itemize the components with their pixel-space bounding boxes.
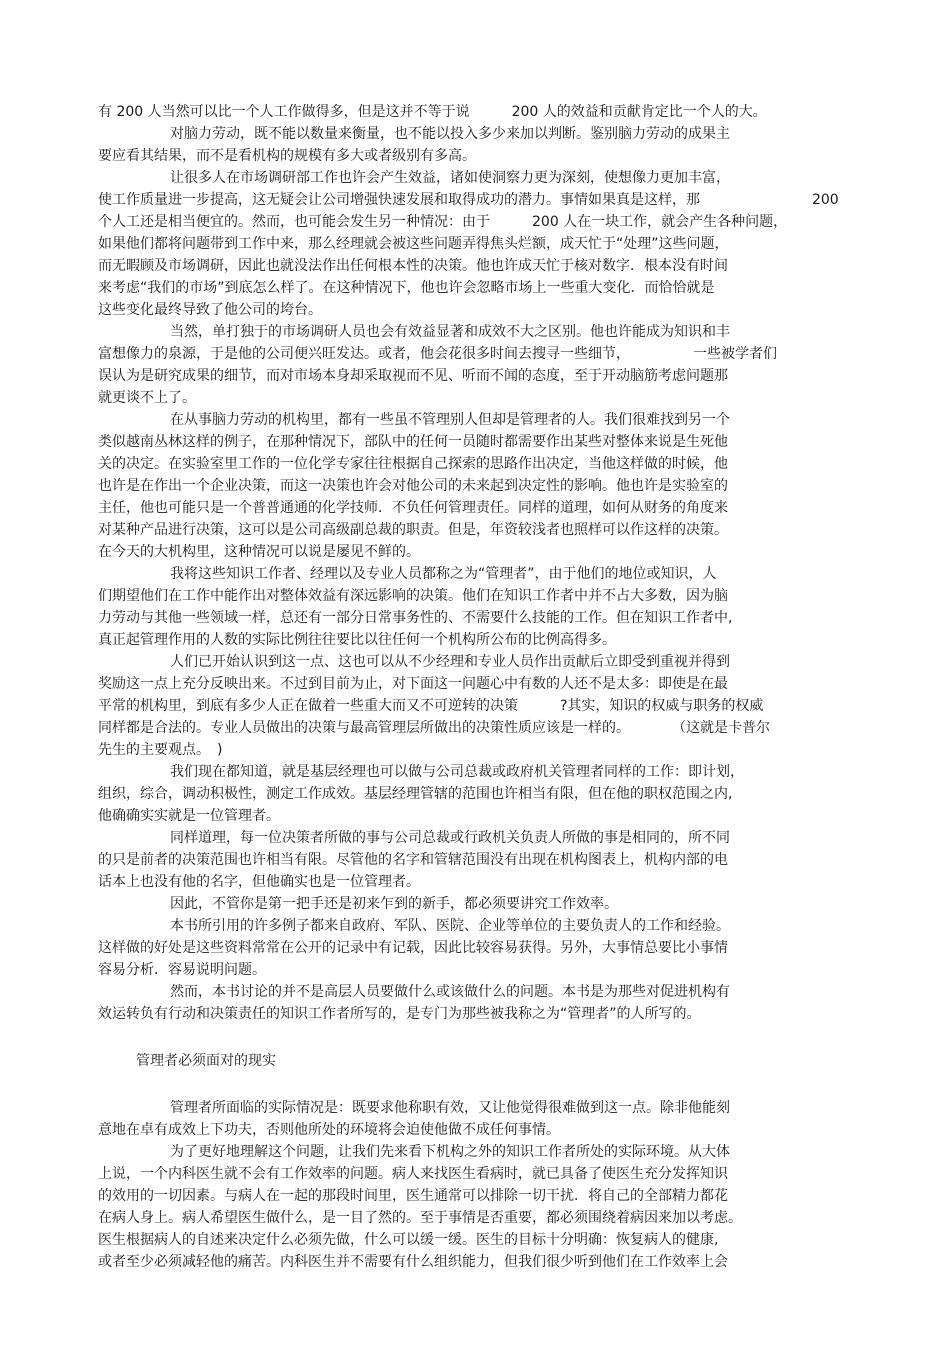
text-line: 奖励这一点上充分反映出来。不过到目前为止，对下面这一问题心中有数的人还不是太多：即使是在最 xyxy=(98,676,728,692)
text-line: 就更谈不上了。 xyxy=(98,390,196,406)
text-line: 同样都是合法的。专业人员做出的决策与最高管理层所做出的决策性质应该是一样的。 （这就是卡普尔 xyxy=(98,720,770,736)
text-line: 上说，一个内科医生就不会有工作效率的问题。病人来找医生看病时，就已具备了使医生充分发挥知识 xyxy=(98,1166,728,1182)
text-line: 在从事脑力劳动的机构里，都有一些虽不管理别人但却是管理者的人。我们很难找到另一个 xyxy=(170,412,730,428)
section-heading: 管理者必须面对的现实 xyxy=(136,1053,276,1069)
text-line: 要应看其结果，而不是看机构的规模有多大或者级别有多高。 xyxy=(98,148,476,164)
text-line: 也许是在作出一个企业决策，而这一决策也许会对他公司的未来起到决定性的影响。他也许是实验室的 xyxy=(98,478,728,494)
text-line: 个人工还是相当便宜的。然而，也可能会发生另一种情况：由于 200 人在一块工作，就会产生各种问题， xyxy=(98,214,788,230)
text-line: 平常的机构里，到底有多少人正在做着一些重大而又不可逆转的决策 ?其实，知识的权威与职务的权威 xyxy=(98,698,764,714)
text-line: 为了更好地理解这个问题，让我们先来看下机构之外的知识工作者所处的实际环境。从大体 xyxy=(170,1144,730,1160)
text-line: 的效用的一切因素。与病人在一起的那段时间里，医生通常可以排除一切干扰．将自己的全部精力都花 xyxy=(98,1188,728,1204)
text-line: 主任，他也可能只是一个普普通通的化学技师．不负任何管理责任。同样的道理，如何从财务的角度来 xyxy=(98,500,728,516)
text-line: 意地在卓有成效上下功夫，否则他所处的环境将会迫使他做不成任何事情。 xyxy=(98,1122,560,1138)
text-line: 的只是前者的决策范围也许相当有限。尽管他的名字和管辖范围没有出现在机构图表上，机构内部的电 xyxy=(98,852,728,868)
text-line: 效运转负有行动和决策责任的知识工作者所写的，是专门为那些被我称之为“管理者”的人所写的。 xyxy=(98,1006,701,1022)
text-line: 关的决定。在实验室里工作的一位化学专家往往根据自己探索的思路作出决定，当他这样做的时候，他 xyxy=(98,456,728,472)
text-line: 他确确实实就是一位管理者。 xyxy=(98,808,280,824)
text-line: 这样做的好处是这些资料常常在公开的记录中有记载，因此比较容易获得。另外，大事情总要比小事情 xyxy=(98,940,728,956)
text-line: 人们已开始认识到这一点、这也可以从不少经理和专业人员作出贡献后立即受到重视并得到 xyxy=(170,654,730,670)
text-line: 力劳动与其他一些领域一样，总还有一部分日常事务性的、不需要什么技能的工作。但在知识工作者中, xyxy=(98,610,733,626)
text-line: 然而，本书讨论的并不是高层人员要做什么或该做什么的问题。本书是为那些对促进机构有 xyxy=(170,984,730,1000)
text-line: 富想像力的泉源，于是他的公司便兴旺发达。或者，他会花很多时间去搜寻一些细节， 一些被学者们 xyxy=(98,346,777,362)
text-line: 管理者所面临的实际情况是：既要求他称职有效，又让他觉得很难做到这一点。除非他能刻 xyxy=(170,1100,730,1116)
text-line: 在今天的大机构里，这种情况可以说是屡见不鲜的。 xyxy=(98,544,420,560)
text-line: 组织，综合，调动积极性，测定工作成效。基层经理管辖的范围也许相当有限，但在他的职权范围之内, xyxy=(98,786,733,802)
text-line: 本书所引用的许多例子都来自政府、军队、医院、企业等单位的主要负责人的工作和经验。 xyxy=(170,918,730,934)
text-line: 因此，不管你是第一把手还是初来乍到的新手，都必须要讲究工作效率。 xyxy=(170,896,618,912)
text-line: 医生根据病人的自述来决定什么必须先做，什么可以缓一缓。医生的目标十分明确：恢复病人的健康, xyxy=(98,1232,719,1248)
text-line: 我们现在都知道，就是基层经理也可以做与公司总裁或政府机关管理者同样的工作：即计划， xyxy=(170,764,744,780)
text-line: 先生的主要观点。 ) xyxy=(98,742,223,758)
text-line: 如果他们都将问题带到工作中来，那么经理就会被这些问题弄得焦头烂额，成天忙于“处理”这些问题， xyxy=(98,236,729,252)
text-line: 类似越南丛林这样的例子，在那种情况下，部队中的任何一员随时都需要作出某些对整体来说是生死他 xyxy=(98,434,728,450)
text-line: 们期望他们在工作中能作出对整体效益有深远影响的决策。他们在知识工作者中并不占大多数，因为脑 xyxy=(98,588,728,604)
text-line: 使工作质量进一步提高，这无疑会让公司增强快速发展和取得成功的潜力。事情如果真是这样，那 200 xyxy=(98,192,839,208)
text-line: 来考虑“我们的市场”到底怎么样了。在这种情况下，他也许会忽略市场上一些重大变化．而恰恰就是 xyxy=(98,280,715,296)
text-line: 让很多人在市场调研部工作也许会产生效益，诸如使洞察力更为深刻，使想像力更加丰富， xyxy=(170,170,730,186)
text-line: 真正起管理作用的人数的实际比例往往要比以往任何一个机构所公布的比例高得多。 xyxy=(98,632,616,648)
text-line: 而无暇顾及市场调研，因此也就没法作出任何根本性的决策。他也许成天忙于核对数字．根本没有时间 xyxy=(98,258,728,274)
text-line: 在病人身上。病人希望医生做什么，是一目了然的。至于事情是否重要，都必须围绕着病因来加以考虑。 xyxy=(98,1210,742,1226)
text-line: 这些变化最终导致了他公司的垮台。 xyxy=(98,302,322,318)
text-line: 有 200 人当然可以比一个人工作做得多，但是这并不等于说 200 人的效益和贡献肯定比一个人的大。 xyxy=(98,104,767,120)
text-line: 当然，单打独于的市场调研人员也会有效益显著和成效不大之区别。他也许能成为知识和丰 xyxy=(170,324,730,340)
text-line: 容易分析．容易说明问题。 xyxy=(98,962,266,978)
text-line: 对某种产品进行决策，这可以是公司高级副总裁的职责。但是，年资较浅者也照样可以作这样的决策。 xyxy=(98,522,728,538)
text-line: 话本上也没有他的名字，但他确实也是一位管理者。 xyxy=(98,874,420,890)
text-line: 同样道理，每一位决策者所做的事与公司总裁或行政机关负责人所做的事是相同的，所不同 xyxy=(170,830,730,846)
text-line: 对脑力劳动，既不能以数量来衡量，也不能以投入多少来加以判断。鉴别脑力劳动的成果主 xyxy=(170,126,730,142)
text-line: 或者至少必须减轻他的痛苦。内科医生并不需要有什么组织能力，但我们很少听到他们在工作效率上会 xyxy=(98,1254,728,1270)
text-line: 我将这些知识工作者、经理以及专业人员都称之为“管理者”，由于他们的地位或知识，人 xyxy=(170,566,717,582)
text-line: 误认为是研究成果的细节，而对市场本身却采取视而不见、听而不闻的态度，至于开动脑筋考虑问题那 xyxy=(98,368,728,384)
